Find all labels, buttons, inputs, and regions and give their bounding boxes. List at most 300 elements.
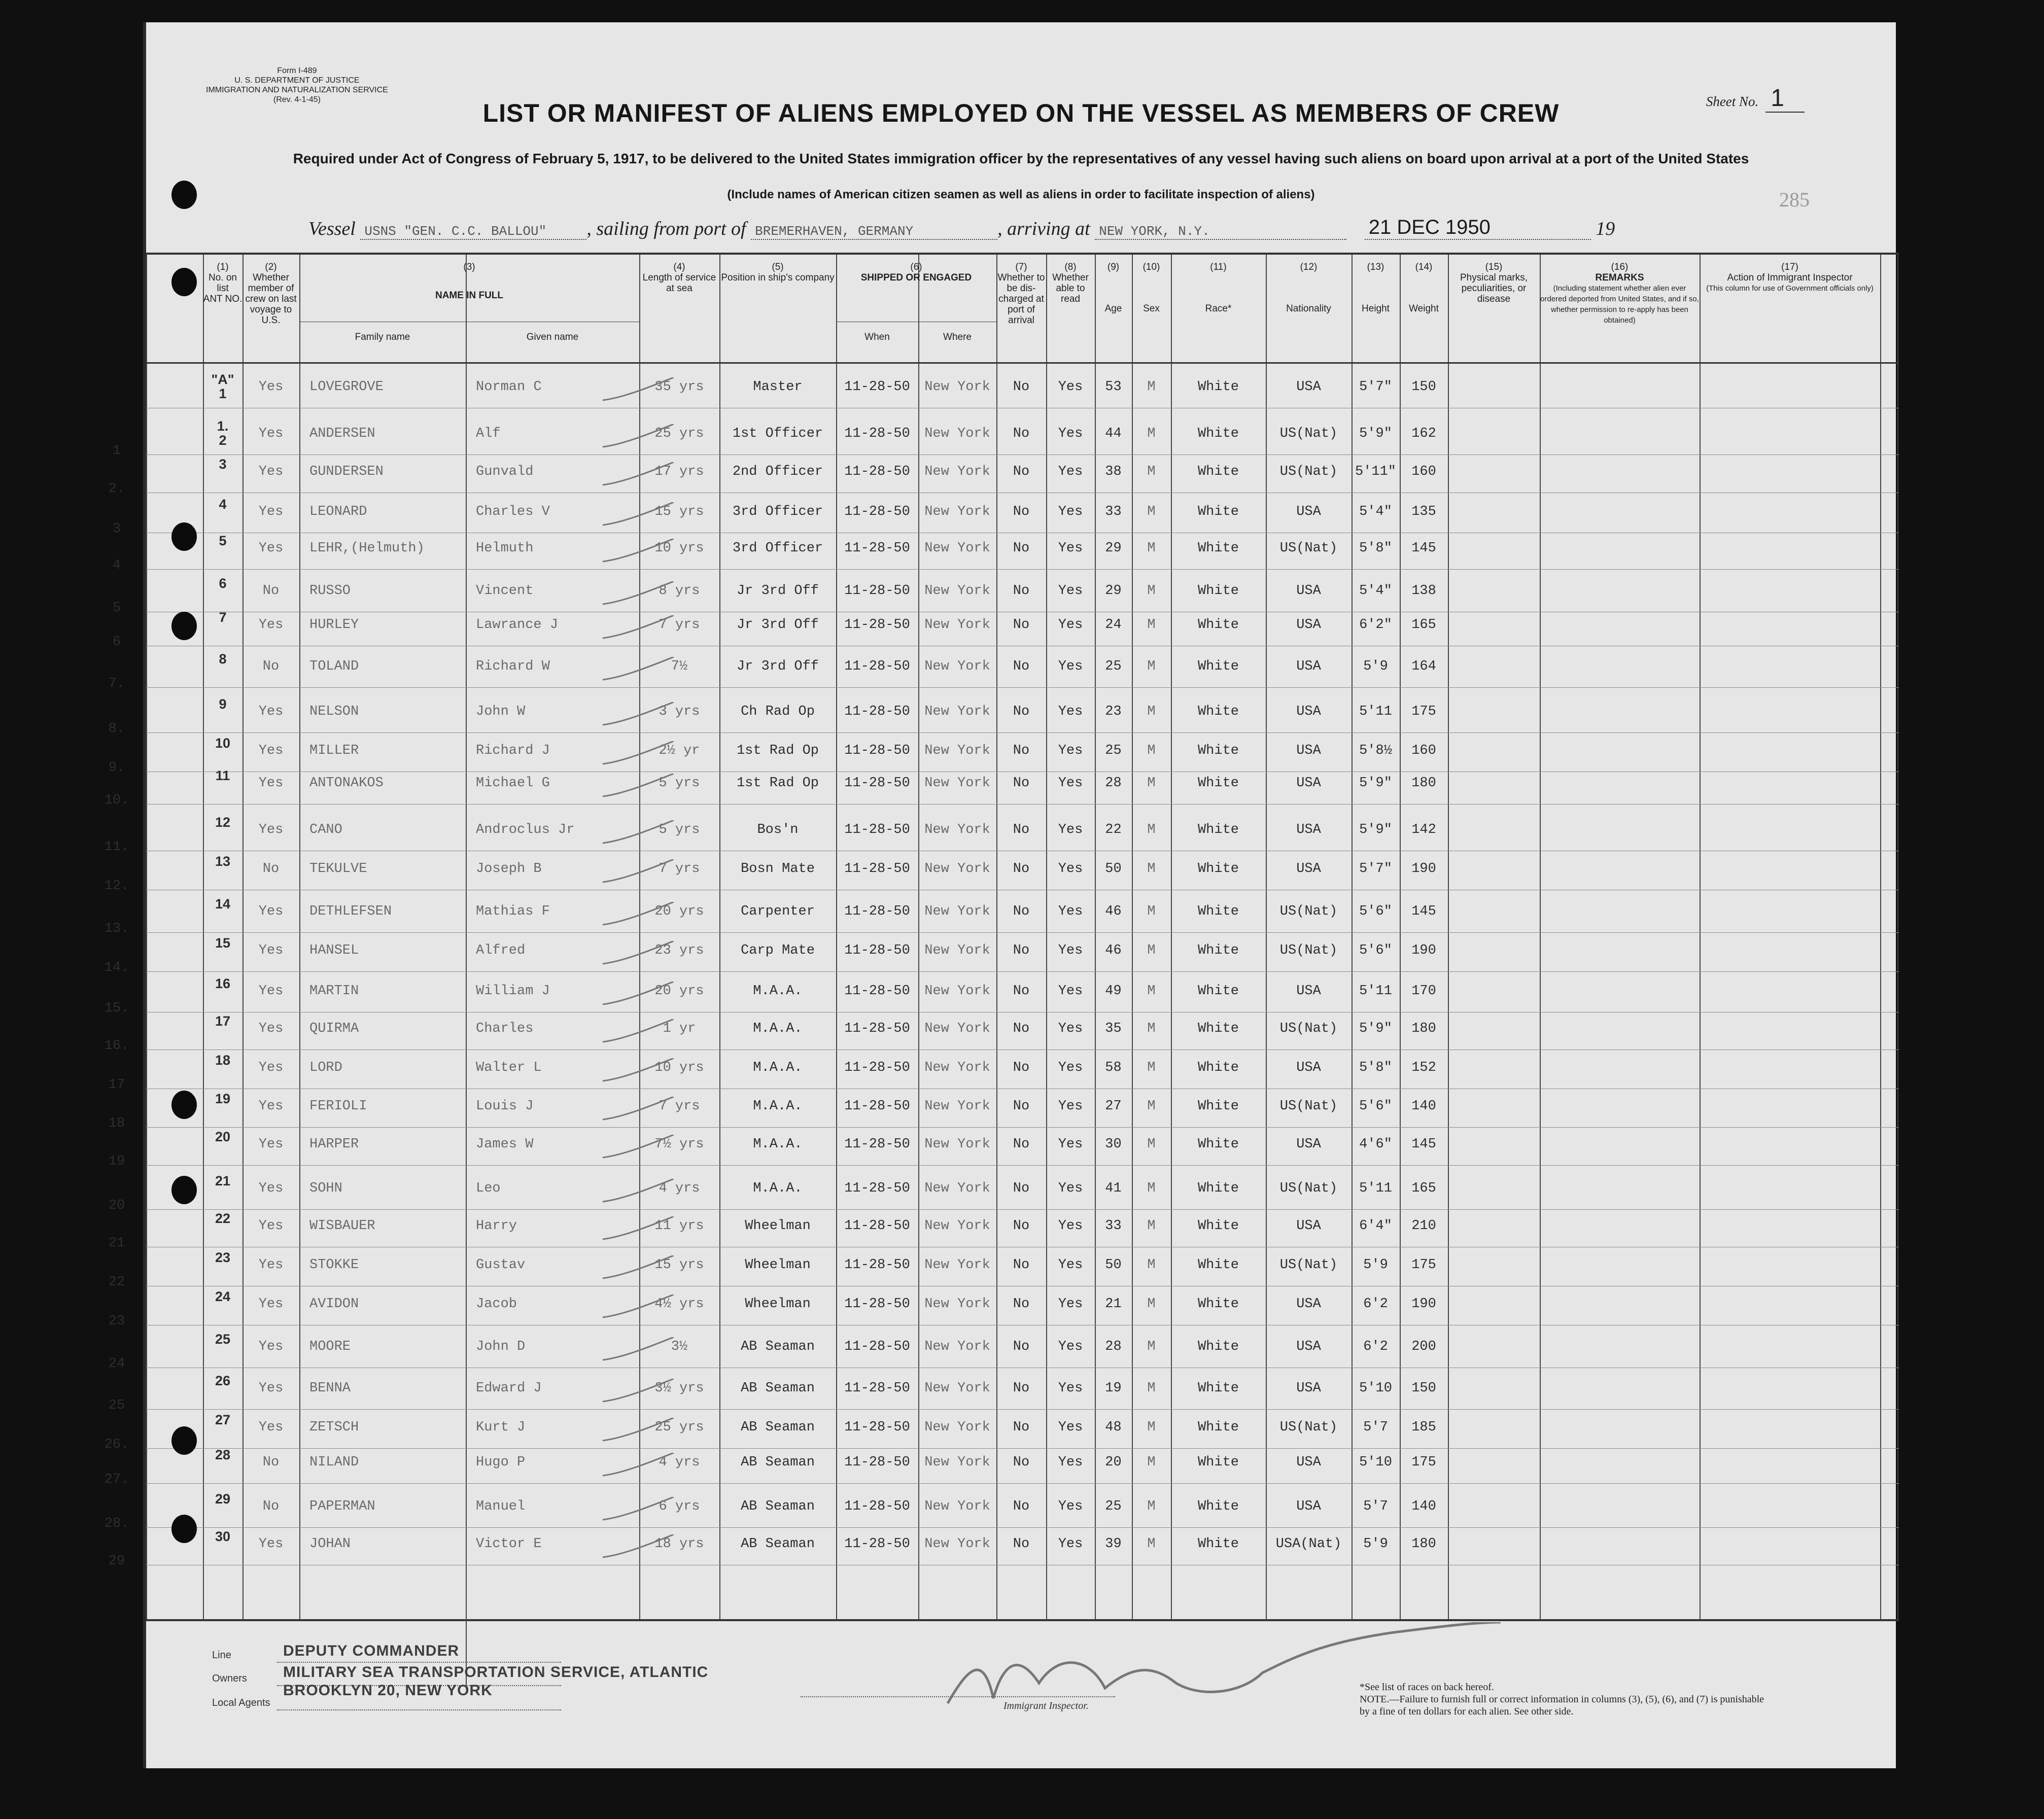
stamp-line-1: DEPUTY COMMANDER <box>283 1642 460 1659</box>
length-of-service: 15 yrs <box>654 1257 704 1273</box>
check-mark <box>603 1418 674 1448</box>
header-when: When <box>864 332 890 342</box>
weight: 165 <box>1411 1180 1436 1196</box>
age: 27 <box>1105 1099 1122 1114</box>
punch-hole <box>171 522 197 551</box>
discharged: No <box>1013 904 1030 920</box>
row-divider <box>146 971 1899 972</box>
sex: M <box>1147 743 1156 758</box>
nationality: US(Nat) <box>1279 904 1338 920</box>
discharged: No <box>1013 775 1030 791</box>
length-of-service: 20 yrs <box>654 904 704 920</box>
age: 53 <box>1105 379 1122 395</box>
age: 46 <box>1105 904 1122 920</box>
discharged: No <box>1013 704 1030 720</box>
position: Wheelman <box>745 1257 811 1273</box>
given-name: Helmuth <box>476 540 534 556</box>
length-of-service: 11 yrs <box>654 1218 704 1234</box>
crew-last-voyage: Yes <box>258 1257 284 1273</box>
race: White <box>1197 775 1239 791</box>
able-to-read: Yes <box>1058 426 1083 442</box>
able-to-read: Yes <box>1058 1536 1083 1552</box>
race: White <box>1197 1257 1239 1273</box>
discharged: No <box>1013 1060 1030 1075</box>
line-rule <box>277 1662 561 1663</box>
left-margin-number: 7. <box>108 676 125 691</box>
nationality: USA <box>1296 861 1321 877</box>
header-race: Race* <box>1205 303 1232 314</box>
shipped-where: New York <box>924 1339 990 1354</box>
shipped-when: 11-28-50 <box>844 1380 910 1396</box>
given-name: James W <box>476 1136 534 1152</box>
discharged: No <box>1013 1296 1030 1312</box>
crew-last-voyage: Yes <box>258 704 284 720</box>
shipped-where: New York <box>924 861 990 877</box>
position: AB Seaman <box>741 1498 815 1514</box>
left-margin-number: 4 <box>112 557 121 573</box>
check-mark <box>603 859 674 890</box>
check-mark <box>603 702 674 732</box>
column-divider <box>996 255 997 1619</box>
column-divider <box>836 255 837 1619</box>
weight: 140 <box>1411 1099 1436 1114</box>
weight: 180 <box>1411 1536 1436 1552</box>
left-margin-number: 26. <box>104 1437 129 1452</box>
sex: M <box>1147 1498 1156 1514</box>
left-margin-number: 20 <box>108 1198 125 1213</box>
length-of-service: 6 yrs <box>659 1498 700 1514</box>
family-name: ANTONAKOS <box>309 775 384 791</box>
check-mark <box>603 377 674 408</box>
position: Wheelman <box>745 1296 811 1312</box>
column-divider <box>146 255 147 1619</box>
length-of-service: 10 yrs <box>654 540 704 556</box>
left-margin-number: 17 <box>108 1077 125 1093</box>
race: White <box>1197 1536 1239 1552</box>
check-mark <box>603 424 674 454</box>
height: 5'4" <box>1359 504 1392 519</box>
given-name: Leo <box>476 1180 501 1196</box>
age: 38 <box>1105 464 1122 479</box>
family-name: TOLAND <box>309 658 359 674</box>
age: 39 <box>1105 1536 1122 1552</box>
left-margin-number: 3 <box>112 521 121 537</box>
nationality: USA <box>1296 1454 1321 1470</box>
height: 5'6" <box>1359 1099 1392 1114</box>
discharged: No <box>1013 464 1030 479</box>
family-name: NILAND <box>309 1454 359 1470</box>
crew-last-voyage: Yes <box>258 1060 284 1075</box>
row-number: 16 <box>215 975 231 991</box>
weight: 175 <box>1411 1454 1436 1470</box>
header-col16: (16) REMARKS (Including statement whether alien ever ordered deported from United States, and if so, whether permission to re-apply has been obtained) <box>1540 262 1699 325</box>
family-name: MOORE <box>309 1339 351 1354</box>
sex: M <box>1147 1419 1156 1435</box>
left-margin-number: 18 <box>108 1116 125 1132</box>
crew-table <box>104 253 1899 1621</box>
row-number: 4 <box>219 496 227 512</box>
weight: 175 <box>1411 1257 1436 1273</box>
race: White <box>1197 861 1239 877</box>
row-number: 18 <box>215 1052 231 1068</box>
able-to-read: Yes <box>1058 1136 1083 1152</box>
sex: M <box>1147 540 1156 556</box>
nationality: USA <box>1296 743 1321 758</box>
crew-last-voyage: Yes <box>258 1180 284 1196</box>
age: 50 <box>1105 861 1122 877</box>
shipped-where: New York <box>924 504 990 519</box>
discharged: No <box>1013 822 1030 838</box>
able-to-read: Yes <box>1058 1339 1083 1354</box>
row-number: 15 <box>215 935 231 951</box>
given-name: Richard W <box>476 658 550 674</box>
column-divider <box>242 255 244 1619</box>
shipped-when: 11-28-50 <box>844 1021 910 1036</box>
able-to-read: Yes <box>1058 658 1083 674</box>
row-number: 10 <box>215 735 231 751</box>
nationality: US(Nat) <box>1279 426 1338 442</box>
height: 5'11 <box>1359 1180 1392 1196</box>
age: 25 <box>1105 743 1122 758</box>
height: 6'4" <box>1359 1218 1392 1234</box>
crew-last-voyage: Yes <box>258 904 284 920</box>
position: Bos'n <box>757 822 799 838</box>
age: 46 <box>1105 943 1122 959</box>
length-of-service: 2½ yr <box>659 743 700 758</box>
shipped-when: 11-28-50 <box>844 1136 910 1152</box>
able-to-read: Yes <box>1058 379 1083 395</box>
height: 5'7" <box>1359 861 1392 877</box>
owners-label: Owners <box>212 1673 247 1684</box>
height: 5'9" <box>1359 426 1392 442</box>
able-to-read: Yes <box>1058 1099 1083 1114</box>
weight: 145 <box>1411 904 1436 920</box>
able-to-read: Yes <box>1058 904 1083 920</box>
row-divider <box>146 1448 1899 1449</box>
left-margin-number: 13. <box>104 921 129 937</box>
row-number: 21 <box>215 1173 231 1188</box>
shipped-where: New York <box>924 426 990 442</box>
left-margin-number: 19 <box>108 1153 125 1169</box>
check-mark <box>603 1453 674 1483</box>
left-margin-number: 27. <box>104 1472 129 1487</box>
header-where: Where <box>943 332 972 342</box>
footer <box>146 1617 1899 1768</box>
check-mark <box>603 657 674 687</box>
crew-last-voyage: Yes <box>258 504 284 519</box>
discharged: No <box>1013 426 1030 442</box>
nationality: USA(Nat) <box>1275 1536 1342 1552</box>
length-of-service: 3 yrs <box>659 704 700 720</box>
length-of-service: 7 yrs <box>659 617 700 633</box>
check-mark <box>603 581 674 612</box>
race: White <box>1197 1136 1239 1152</box>
given-name: Victor E <box>476 1536 542 1552</box>
shipped-where: New York <box>924 775 990 791</box>
sex: M <box>1147 943 1156 959</box>
header-age: Age <box>1104 303 1122 314</box>
position: 1st Officer <box>732 426 823 442</box>
check-mark <box>603 741 674 772</box>
shipped-where: New York <box>924 1454 990 1470</box>
left-margin-number: 2. <box>108 481 125 497</box>
nationality: USA <box>1296 822 1321 838</box>
row-number: 12 <box>215 815 231 830</box>
check-mark <box>603 462 674 493</box>
given-name: Harry <box>476 1218 517 1234</box>
weight: 190 <box>1411 1296 1436 1312</box>
check-mark <box>603 1135 674 1165</box>
sex: M <box>1147 1296 1156 1312</box>
race: White <box>1197 426 1239 442</box>
age: 25 <box>1105 1498 1122 1514</box>
shipped-where: New York <box>924 704 990 720</box>
discharged: No <box>1013 983 1030 999</box>
family-name: WISBAUER <box>309 1218 375 1234</box>
crew-last-voyage: Yes <box>258 1339 284 1354</box>
crew-last-voyage: Yes <box>258 1536 284 1552</box>
race: White <box>1197 464 1239 479</box>
position: Jr 3rd Off <box>736 617 819 633</box>
shipped-when: 11-28-50 <box>844 1180 910 1196</box>
punch-hole <box>171 1515 197 1543</box>
able-to-read: Yes <box>1058 1218 1083 1234</box>
family-name: HURLEY <box>309 617 359 633</box>
shipped-when: 11-28-50 <box>844 426 910 442</box>
row-divider <box>146 1165 1899 1166</box>
height: 4'6" <box>1359 1136 1392 1152</box>
page-title: LIST OR MANIFEST OF ALIENS EMPLOYED ON THE VESSEL AS MEMBERS OF CREW <box>482 99 1560 127</box>
crew-last-voyage: Yes <box>258 1099 284 1114</box>
shipped-where: New York <box>924 1218 990 1234</box>
length-of-service: 18 yrs <box>654 1536 704 1552</box>
age: 21 <box>1105 1296 1122 1312</box>
able-to-read: Yes <box>1058 1454 1083 1470</box>
discharged: No <box>1013 1218 1030 1234</box>
sex: M <box>1147 1339 1156 1354</box>
family-name: MILLER <box>309 743 359 758</box>
race: White <box>1197 1180 1239 1196</box>
family-name: STOKKE <box>309 1257 359 1273</box>
family-name: HANSEL <box>309 943 359 959</box>
length-of-service: 1 yr <box>663 1021 696 1036</box>
able-to-read: Yes <box>1058 464 1083 479</box>
left-margin-number: 11. <box>104 839 129 855</box>
shipped-where: New York <box>924 1380 990 1396</box>
inspector-label: Immigrant Inspector. <box>1003 1700 1089 1711</box>
crew-last-voyage: Yes <box>258 1021 284 1036</box>
discharged: No <box>1013 379 1030 395</box>
row-number: 14 <box>215 896 231 912</box>
sex: M <box>1147 379 1156 395</box>
shipped-when: 11-28-50 <box>844 861 910 877</box>
left-margin-number: 10. <box>104 792 129 808</box>
position: M.A.A. <box>753 1180 803 1196</box>
race: White <box>1197 540 1239 556</box>
row-number: 9 <box>219 696 227 712</box>
weight: 150 <box>1411 1380 1436 1396</box>
position: M.A.A. <box>753 1136 803 1152</box>
able-to-read: Yes <box>1058 775 1083 791</box>
row-divider <box>146 454 1899 455</box>
given-name: John W <box>476 704 526 720</box>
position: 1st Rad Op <box>736 743 819 758</box>
discharged: No <box>1013 540 1030 556</box>
race: White <box>1197 504 1239 519</box>
shipped-when: 11-28-50 <box>844 1218 910 1234</box>
length-of-service: 4 yrs <box>659 1454 700 1470</box>
position: M.A.A. <box>753 1099 803 1114</box>
discharged: No <box>1013 943 1030 959</box>
sex: M <box>1147 904 1156 920</box>
race: White <box>1197 1339 1239 1354</box>
check-mark <box>603 539 674 569</box>
header-col8: (8) Whether able to read <box>1052 262 1089 304</box>
sex: M <box>1147 775 1156 791</box>
position: Master <box>753 379 803 395</box>
family-name: TEKULVE <box>309 861 367 877</box>
family-name: NELSON <box>309 704 359 720</box>
column-divider <box>719 255 720 1619</box>
column-divider <box>918 255 919 1619</box>
left-margin-number: 25 <box>108 1397 125 1413</box>
shipped-where: New York <box>924 1099 990 1114</box>
check-mark <box>603 1255 674 1286</box>
discharged: No <box>1013 1021 1030 1036</box>
given-name: Michael G <box>476 775 550 791</box>
given-name: Hugo P <box>476 1454 526 1470</box>
length-of-service: 7 yrs <box>659 861 700 877</box>
crew-last-voyage: Yes <box>258 1296 284 1312</box>
nationality: USA <box>1296 704 1321 720</box>
able-to-read: Yes <box>1058 1296 1083 1312</box>
able-to-read: Yes <box>1058 540 1083 556</box>
arrival-date: 21 DEC 1950 <box>1365 216 1591 240</box>
shipped-when: 11-28-50 <box>844 983 910 999</box>
position: Carp Mate <box>741 943 815 959</box>
shipped-where: New York <box>924 1536 990 1552</box>
shipped-where: New York <box>924 464 990 479</box>
race: White <box>1197 1296 1239 1312</box>
race: White <box>1197 943 1239 959</box>
inspector-rule <box>801 1696 1115 1697</box>
family-name: GUNDERSEN <box>309 464 384 479</box>
height: 6'2" <box>1359 617 1392 633</box>
shipped-when: 11-28-50 <box>844 822 910 838</box>
shipped-where: New York <box>924 1257 990 1273</box>
sex: M <box>1147 617 1156 633</box>
weight: 140 <box>1411 1498 1436 1514</box>
shipped-where: New York <box>924 583 990 599</box>
weight: 162 <box>1411 426 1436 442</box>
check-mark <box>603 615 674 646</box>
given-name: Mathias F <box>476 904 550 920</box>
row-divider <box>146 1483 1899 1484</box>
header-col15: (15) Physical marks, peculiarities, or disease <box>1460 262 1528 304</box>
row-divider <box>146 1127 1899 1128</box>
given-name: Alf <box>476 426 501 442</box>
row-divider <box>146 732 1899 733</box>
subtitle-note: (Include names of American citizen seamen as well as aliens in order to facilitate inspection of aliens) <box>727 188 1315 201</box>
crew-last-voyage: Yes <box>258 983 284 999</box>
weight: 138 <box>1411 583 1436 599</box>
given-name: Walter L <box>476 1060 542 1075</box>
crew-last-voyage: Yes <box>258 822 284 838</box>
family-name: DETHLEFSEN <box>309 904 392 920</box>
height: 5'9" <box>1359 775 1392 791</box>
given-name: Jacob <box>476 1296 517 1312</box>
header-col2: (2) Whether member of crew on last voyage to U.S. <box>245 262 297 326</box>
crew-last-voyage: Yes <box>258 943 284 959</box>
height: 5'10 <box>1359 1380 1392 1396</box>
age: 24 <box>1105 617 1122 633</box>
nationality: US(Nat) <box>1279 1419 1338 1435</box>
given-name: Kurt J <box>476 1419 526 1435</box>
sailing-port: BREMERHAVEN, GERMANY <box>751 224 997 240</box>
sex: M <box>1147 426 1156 442</box>
given-name: Lawrance J <box>476 617 559 633</box>
row-number: "A" 1 <box>211 372 234 402</box>
shipped-when: 11-28-50 <box>844 1099 910 1114</box>
punch-hole <box>171 1176 197 1204</box>
height: 5'6" <box>1359 904 1392 920</box>
shipped-when: 11-28-50 <box>844 540 910 556</box>
arrival-port: NEW YORK, N.Y. <box>1095 224 1346 240</box>
row-number: 29 <box>215 1491 231 1507</box>
family-name: LEONARD <box>309 504 367 519</box>
age: 48 <box>1105 1419 1122 1435</box>
header-col17: (17) Action of Immigrant Inspector (This column for use of Government officials only) <box>1706 262 1874 293</box>
race: White <box>1197 983 1239 999</box>
position: M.A.A. <box>753 1021 803 1036</box>
check-mark <box>603 1295 674 1325</box>
column-divider <box>1700 255 1701 1619</box>
age: 35 <box>1105 1021 1122 1036</box>
shipped-when: 11-28-50 <box>844 583 910 599</box>
shipped-when: 11-28-50 <box>844 1536 910 1552</box>
column-divider <box>1400 255 1401 1619</box>
crew-last-voyage: Yes <box>258 540 284 556</box>
shipped-when: 11-28-50 <box>844 943 910 959</box>
length-of-service: 23 yrs <box>654 943 704 959</box>
nationality: US(Nat) <box>1279 1099 1338 1114</box>
age: 22 <box>1105 822 1122 838</box>
discharged: No <box>1013 1180 1030 1196</box>
discharged: No <box>1013 1257 1030 1273</box>
sex: M <box>1147 1136 1156 1152</box>
discharged: No <box>1013 658 1030 674</box>
weight: 164 <box>1411 658 1436 674</box>
height: 5'9" <box>1359 1021 1392 1036</box>
check-mark <box>603 1534 674 1565</box>
discharged: No <box>1013 1380 1030 1396</box>
stamp-number: 285 <box>1779 188 1810 211</box>
family-name: FERIOLI <box>309 1099 367 1114</box>
length-of-service: 4½ yrs <box>654 1296 704 1312</box>
left-margin-number: 16. <box>104 1038 129 1054</box>
given-name: John D <box>476 1339 526 1354</box>
family-name: QUIRMA <box>309 1021 359 1036</box>
header-col11: (11) <box>1210 262 1227 272</box>
age: 41 <box>1105 1180 1122 1196</box>
nationality: US(Nat) <box>1279 464 1338 479</box>
shipped-where: New York <box>924 617 990 633</box>
crew-last-voyage: No <box>262 583 280 599</box>
nationality: USA <box>1296 775 1321 791</box>
weight: 145 <box>1411 1136 1436 1152</box>
left-margin-number: 22 <box>108 1274 125 1290</box>
check-mark <box>603 982 674 1012</box>
